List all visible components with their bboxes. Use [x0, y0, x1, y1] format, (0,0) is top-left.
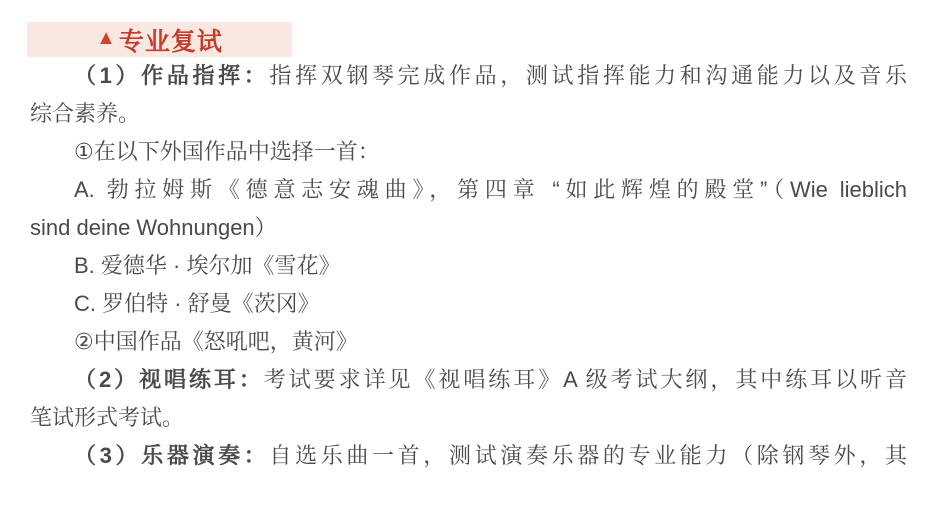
line-text: 综合素养。	[30, 101, 141, 126]
line-text: 考试要求详见《视唱练耳》A 级考试大纲，其中练耳以听音	[263, 367, 907, 392]
bold-label: （1）作品指挥：	[74, 63, 270, 88]
text-line-option-a	[30, 171, 907, 209]
text-line-chinese-work	[30, 323, 907, 361]
text-line-option-c	[30, 285, 907, 323]
text-line-sight-singing	[30, 361, 907, 399]
bold-label: （2）视唱练耳：	[74, 367, 264, 392]
text-line-instrument-performance	[30, 437, 907, 475]
line-text: sind deine Wohnungen）	[30, 215, 277, 240]
line-text: 自选乐曲一首，测试演奏乐器的专业能力（除钢琴外，其	[269, 443, 907, 468]
text-line-continuation	[30, 95, 907, 133]
line-text: C. 罗伯特 · 舒曼《茨冈》	[74, 291, 320, 316]
text-line-sight-singing-continuation	[30, 399, 907, 437]
line-text: ②中国作品《怒吼吧，黄河》	[74, 329, 358, 354]
section-title: 专业复试	[118, 27, 223, 56]
text-line-option-a-continuation	[30, 209, 907, 247]
bold-label: （3）乐器演奏：	[74, 443, 270, 468]
section-header	[27, 22, 292, 57]
text-line-option-b	[30, 247, 907, 285]
content-area	[30, 57, 907, 475]
line-text: B. 爱德华 · 埃尔加《雪花》	[74, 253, 341, 278]
line-text: 指挥双钢琴完成作品，测试指挥能力和沟通能力以及音乐	[269, 63, 907, 88]
line-text: 笔试形式考试。	[30, 405, 185, 430]
triangle-marker-icon: ▲	[96, 27, 116, 49]
text-line-work-conducting	[30, 57, 907, 95]
line-text: A. 勃拉姆斯《德意志安魂曲》，第四章 “如此辉煌的殿堂”（Wie lieblich	[74, 177, 907, 202]
line-text: ①在以下外国作品中选择一首：	[74, 139, 380, 164]
text-line-foreign-works-intro	[30, 133, 907, 171]
